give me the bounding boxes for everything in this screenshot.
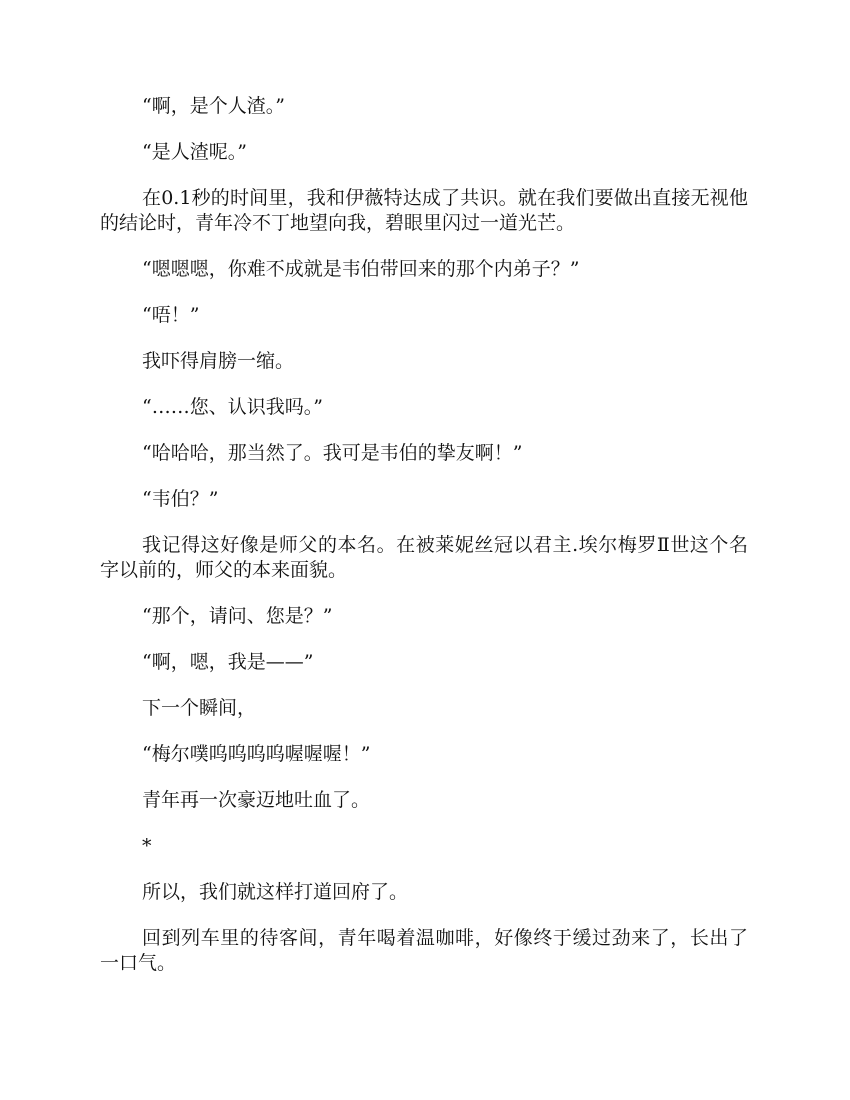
paragraph: 所以，我们就这样打道回府了。 — [142, 881, 409, 903]
paragraph: “啊，嗯，我是——” — [142, 651, 314, 673]
paragraph: 回到列车里的待客间，青年喝着温咖啡，好像终于缓过劲来了，长出了一口气。 — [100, 927, 748, 974]
paragraph: 青年再一次豪迈地吐血了。 — [142, 789, 371, 811]
paragraph: 我吓得肩膀一缩。 — [142, 350, 295, 372]
paragraph: 我记得这好像是师父的本名。在被莱妮丝冠以君主.埃尔梅罗Ⅱ世这个名字以前的，师父的本来面貌。 — [100, 534, 748, 581]
paragraph: “是人渣呢。” — [142, 141, 247, 163]
paragraph: “梅尔噗呜呜呜呜喔喔喔！” — [142, 743, 371, 765]
paragraph: “啊，是个人渣。” — [142, 95, 285, 117]
paragraph: “韦伯？” — [142, 488, 219, 510]
paragraph: “哈哈哈，那当然了。我可是韦伯的挚友啊！” — [142, 442, 523, 464]
paragraph: 在0.1秒的时间里，我和伊薇特达成了共识。就在我们要做出直接无视他的结论时，青年冷不丁地望向我，碧眼里闪过一道光芒。 — [100, 187, 748, 234]
paragraph: 下一个瞬间， — [142, 697, 257, 719]
paragraph: “……您、认识我吗。” — [142, 396, 323, 418]
paragraph: “那个，请问、您是？” — [142, 605, 333, 627]
paragraph: “唔！” — [142, 304, 200, 326]
paragraph: “嗯嗯嗯，你难不成就是韦伯带回来的那个内弟子？” — [142, 258, 580, 280]
scene-break: * — [142, 835, 152, 857]
document-page — [100, 94, 748, 997]
